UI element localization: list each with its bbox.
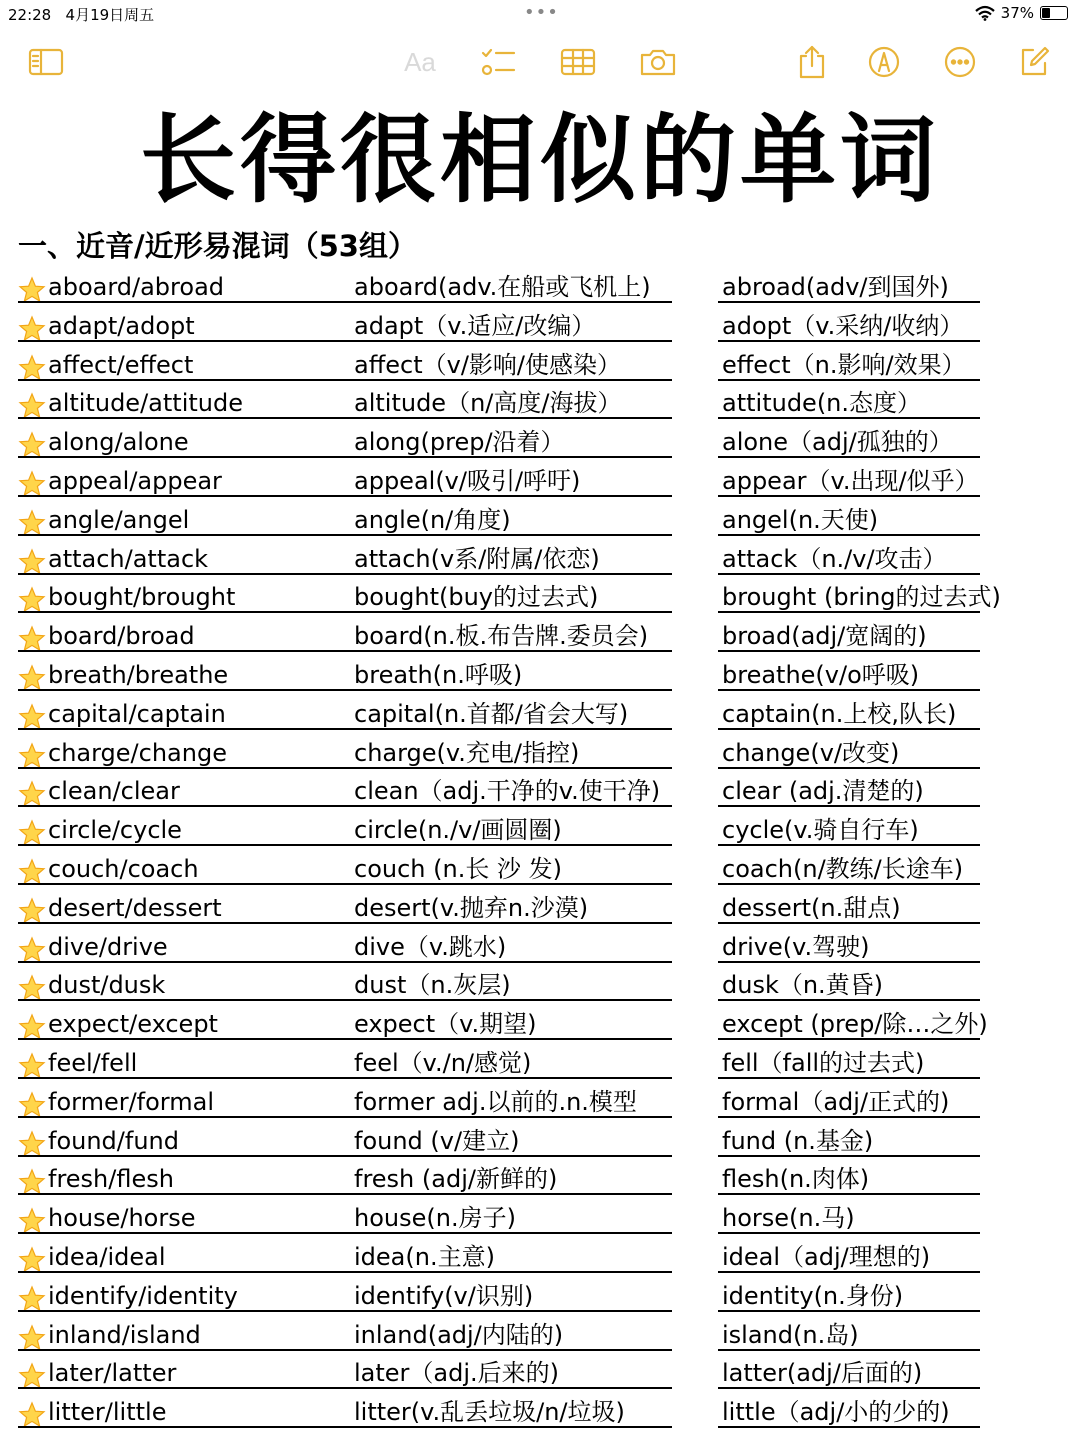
underline-divider <box>718 844 980 846</box>
star-icon <box>18 780 46 808</box>
word-pair: house/horse <box>48 1204 196 1233</box>
word-pair: found/fund <box>48 1126 179 1155</box>
status-bar <box>0 0 1080 28</box>
underline-divider <box>350 1038 672 1040</box>
star-icon <box>18 470 46 498</box>
star-icon <box>18 586 46 614</box>
definition-first: idea(n.主意) <box>354 1242 495 1271</box>
list-item <box>0 889 1080 928</box>
list-item <box>0 462 1080 501</box>
definition-second: formal（adj/正式的) <box>722 1087 950 1116</box>
definition-second: island(n.岛) <box>722 1320 859 1349</box>
definition-first: appeal(v/吸引/呼吁) <box>354 466 581 495</box>
underline-divider <box>18 379 354 381</box>
underline-divider <box>718 1349 980 1351</box>
definition-second: flesh(n.肉体) <box>722 1165 870 1194</box>
underline-divider <box>718 689 980 691</box>
word-list <box>0 268 1080 1432</box>
definition-second: dessert(n.甜点) <box>722 893 901 922</box>
underline-divider <box>18 767 354 769</box>
notes-toolbar <box>0 38 1080 86</box>
underline-divider <box>718 1077 980 1079</box>
section-heading: 一、近音/近形易混词（53组） <box>18 229 417 263</box>
underline-divider <box>350 495 672 497</box>
underline-divider <box>718 456 980 458</box>
definition-first: capital(n.首都/省会大写) <box>354 699 629 728</box>
underline-divider <box>718 1426 980 1428</box>
star-icon <box>18 858 46 886</box>
underline-divider <box>718 961 980 963</box>
star-icon <box>18 1013 46 1041</box>
definition-second: fund (n.基金) <box>722 1126 874 1155</box>
definition-second: alone（adj/孤独的） <box>722 428 953 457</box>
word-pair: along/alone <box>48 428 189 457</box>
star-icon <box>18 819 46 847</box>
underline-divider <box>18 301 354 303</box>
definition-first: found (v/建立) <box>354 1126 520 1155</box>
definition-first: aboard(adv.在船或飞机上) <box>354 273 651 301</box>
definition-second: drive(v.驾驶) <box>722 932 870 961</box>
star-icon <box>18 625 46 653</box>
underline-divider <box>718 379 980 381</box>
underline-divider <box>18 883 354 885</box>
status-date: 4月19日周五 <box>65 6 155 24</box>
underline-divider <box>350 728 672 730</box>
underline-divider <box>350 1193 672 1195</box>
underline-divider <box>18 1349 354 1351</box>
sidebar-icon[interactable] <box>26 44 66 80</box>
definition-second: coach(n/教练/长途车) <box>722 854 964 883</box>
underline-divider <box>350 1387 672 1389</box>
underline-divider <box>350 1155 672 1157</box>
definition-first: attach(v系/附属/依恋) <box>354 544 600 573</box>
word-pair: altitude/attitude <box>48 389 243 418</box>
definition-second: captain(n.上校,队长) <box>722 699 957 728</box>
definition-first: identify(v/识别) <box>354 1281 534 1310</box>
list-item <box>0 811 1080 850</box>
underline-divider <box>350 1077 672 1079</box>
word-pair: idea/ideal <box>48 1242 166 1271</box>
format-text-button[interactable] <box>400 44 440 80</box>
underline-divider <box>18 961 354 963</box>
definition-first: desert(v.抛弃n.沙漠) <box>354 893 589 922</box>
underline-divider <box>350 534 672 536</box>
star-icon <box>18 936 46 964</box>
star-icon <box>18 1401 46 1429</box>
word-pair: clean/clear <box>48 777 180 806</box>
word-pair: dust/dusk <box>48 971 166 1000</box>
multitasking-dots-icon[interactable]: ••• <box>524 2 559 23</box>
underline-divider <box>18 534 354 536</box>
underline-divider <box>18 1387 354 1389</box>
underline-divider <box>18 1271 354 1273</box>
underline-divider <box>718 611 980 613</box>
definition-first: fresh (adj/新鲜的) <box>354 1165 558 1194</box>
definition-first: affect（v/影响/使感染） <box>354 350 621 379</box>
list-item <box>0 540 1080 579</box>
underline-divider <box>18 805 354 807</box>
underline-divider <box>350 883 672 885</box>
star-icon <box>18 1130 46 1158</box>
definition-first: dust（n.灰层) <box>354 971 511 1000</box>
star-icon <box>18 1285 46 1313</box>
word-pair: former/formal <box>48 1087 215 1116</box>
word-pair: aboard/abroad <box>48 273 225 301</box>
underline-divider <box>718 340 980 342</box>
definition-first: altitude（n/高度/海拔） <box>354 389 622 418</box>
list-item <box>0 772 1080 811</box>
underline-divider <box>350 922 672 924</box>
underline-divider <box>18 1038 354 1040</box>
word-pair: litter/little <box>48 1398 167 1427</box>
underline-divider <box>350 301 672 303</box>
definition-second: latter(adj/后面的) <box>722 1359 923 1388</box>
star-icon <box>18 974 46 1002</box>
definition-first: angle(n/角度) <box>354 505 511 534</box>
list-item <box>0 1316 1080 1355</box>
list-item <box>0 656 1080 695</box>
definition-second: horse(n.马) <box>722 1204 855 1233</box>
list-item <box>0 1238 1080 1277</box>
definition-second: broad(adj/宽阔的) <box>722 622 927 651</box>
underline-divider <box>718 1310 980 1312</box>
list-item <box>0 346 1080 385</box>
underline-divider <box>718 1387 980 1389</box>
underline-divider <box>350 456 672 458</box>
underline-divider <box>18 1077 354 1079</box>
word-pair: couch/coach <box>48 854 199 883</box>
definition-second: adopt（v.采纳/收纳） <box>722 311 964 340</box>
underline-divider <box>718 1116 980 1118</box>
underline-divider <box>18 1155 354 1157</box>
word-pair: appeal/appear <box>48 466 222 495</box>
word-pair: desert/dessert <box>48 893 222 922</box>
underline-divider <box>350 767 672 769</box>
definition-first: breath(n.呼吸) <box>354 660 523 689</box>
word-pair: capital/captain <box>48 699 226 728</box>
word-pair: adapt/adopt <box>48 311 195 340</box>
underline-divider <box>18 999 354 1001</box>
underline-divider <box>350 961 672 963</box>
underline-divider <box>18 611 354 613</box>
underline-divider <box>350 1426 672 1428</box>
word-pair: later/latter <box>48 1359 177 1388</box>
star-icon <box>18 664 46 692</box>
definition-second: identity(n.身份) <box>722 1281 904 1310</box>
list-item <box>0 307 1080 346</box>
star-icon <box>18 354 46 382</box>
list-item <box>0 423 1080 462</box>
table-icon[interactable] <box>558 44 598 80</box>
definition-second: clear (adj.清楚的) <box>722 777 924 806</box>
camera-icon[interactable] <box>638 44 678 80</box>
more-icon[interactable] <box>940 44 980 80</box>
list-item <box>0 695 1080 734</box>
list-item <box>0 928 1080 967</box>
underline-divider <box>350 1271 672 1273</box>
definition-second: brought (bring的过去式) <box>722 583 1001 612</box>
definition-second: abroad(adv/到国外) <box>722 273 949 301</box>
underline-divider <box>18 689 354 691</box>
star-icon <box>18 897 46 925</box>
underline-divider <box>718 1155 980 1157</box>
underline-divider <box>350 379 672 381</box>
underline-divider <box>718 534 980 536</box>
list-item <box>0 268 1080 307</box>
star-icon <box>18 1168 46 1196</box>
definition-second: cycle(v.骑自行车) <box>722 816 919 845</box>
list-item <box>0 384 1080 423</box>
underline-divider <box>350 999 672 1001</box>
star-icon <box>18 1207 46 1235</box>
underline-divider <box>718 1232 980 1234</box>
underline-divider <box>18 340 354 342</box>
list-item <box>0 501 1080 540</box>
definition-first: adapt（v.适应/改编） <box>354 311 596 340</box>
definition-first: bought(buy的过去式) <box>354 583 599 612</box>
star-icon <box>18 431 46 459</box>
list-item <box>0 1354 1080 1393</box>
definition-second: little（adj/小的少的) <box>722 1398 950 1427</box>
definition-first: house(n.房子) <box>354 1204 516 1233</box>
underline-divider <box>18 844 354 846</box>
definition-second: effect（n.影响/效果） <box>722 350 966 379</box>
star-icon <box>18 315 46 343</box>
word-pair: attach/attack <box>48 544 209 573</box>
underline-divider <box>718 1271 980 1273</box>
underline-divider <box>350 1349 672 1351</box>
star-icon <box>18 1052 46 1080</box>
definition-second: dusk（n.黄昏) <box>722 971 884 1000</box>
definition-second: appear（v.出现/似乎） <box>722 466 979 495</box>
underline-divider <box>350 573 672 575</box>
list-item <box>0 1160 1080 1199</box>
word-pair: identify/identity <box>48 1281 238 1310</box>
underline-divider <box>718 1193 980 1195</box>
word-pair: bought/brought <box>48 583 236 612</box>
star-icon <box>18 703 46 731</box>
star-icon <box>18 392 46 420</box>
list-item <box>0 617 1080 656</box>
page-title: 长得很相似的单词 <box>140 104 940 216</box>
battery-icon <box>1040 6 1068 20</box>
list-item <box>0 578 1080 617</box>
underline-divider <box>718 650 980 652</box>
definition-second: fell（fall的过去式) <box>722 1048 925 1077</box>
underline-divider <box>350 844 672 846</box>
star-icon <box>18 742 46 770</box>
word-pair: angle/angel <box>48 505 190 534</box>
underline-divider <box>350 689 672 691</box>
battery-fill <box>1042 8 1050 18</box>
underline-divider <box>350 611 672 613</box>
underline-divider <box>18 1232 354 1234</box>
list-item <box>0 1044 1080 1083</box>
definition-first: dive（v.跳水) <box>354 932 507 961</box>
underline-divider <box>350 1310 672 1312</box>
underline-divider <box>718 301 980 303</box>
definition-first: later（adj.后来的) <box>354 1359 560 1388</box>
underline-divider <box>18 573 354 575</box>
list-item <box>0 734 1080 773</box>
list-item <box>0 850 1080 889</box>
status-time: 22:28 <box>8 6 52 24</box>
list-item <box>0 1005 1080 1044</box>
definition-first: former adj.以前的.n.模型 <box>354 1087 637 1116</box>
list-item <box>0 966 1080 1005</box>
compose-icon[interactable] <box>1014 44 1054 80</box>
star-icon <box>18 276 46 304</box>
definition-second: angel(n.天使) <box>722 505 879 534</box>
definition-second: except (prep/除…之外) <box>722 1010 988 1039</box>
battery-percent: 37% <box>1000 4 1034 22</box>
word-pair: affect/effect <box>48 350 194 379</box>
definition-first: expect（v.期望) <box>354 1010 537 1039</box>
star-icon <box>18 1362 46 1390</box>
definition-first: inland(adj/内陆的) <box>354 1320 564 1349</box>
star-icon <box>18 509 46 537</box>
star-icon <box>18 1246 46 1274</box>
word-pair: inland/island <box>48 1320 201 1349</box>
list-item <box>0 1393 1080 1432</box>
underline-divider <box>718 728 980 730</box>
underline-divider <box>718 883 980 885</box>
definition-first: feel（v./n/感觉) <box>354 1048 532 1077</box>
word-pair: board/broad <box>48 622 195 651</box>
underline-divider <box>718 573 980 575</box>
definition-second: attack（n./v/攻击） <box>722 544 947 573</box>
word-pair: circle/cycle <box>48 816 182 845</box>
word-pair: dive/drive <box>48 932 168 961</box>
share-icon[interactable] <box>792 44 832 80</box>
definition-first: clean（adj.干净的v.使干净) <box>354 777 661 806</box>
underline-divider <box>18 728 354 730</box>
definition-first: along(prep/沿着） <box>354 428 565 457</box>
underline-divider <box>350 805 672 807</box>
checklist-icon[interactable] <box>478 44 518 80</box>
list-item <box>0 1277 1080 1316</box>
underline-divider <box>350 340 672 342</box>
underline-divider <box>350 417 672 419</box>
definition-first: board(n.板.布告牌.委员会) <box>354 622 649 651</box>
underline-divider <box>718 417 980 419</box>
underline-divider <box>350 1116 672 1118</box>
underline-divider <box>18 1426 354 1428</box>
definition-first: couch (n.长 沙 发) <box>354 854 562 883</box>
word-pair: charge/change <box>48 738 227 767</box>
wifi-icon <box>975 5 995 21</box>
underline-divider <box>18 1310 354 1312</box>
list-item <box>0 1083 1080 1122</box>
underline-divider <box>350 1232 672 1234</box>
underline-divider <box>718 495 980 497</box>
underline-divider <box>18 922 354 924</box>
definition-first: circle(n./v/画圆圈) <box>354 816 562 845</box>
status-right <box>975 4 1068 22</box>
status-time-date <box>8 4 154 25</box>
underline-divider <box>18 650 354 652</box>
definition-second: breathe(v/o呼吸) <box>722 660 920 689</box>
underline-divider <box>18 417 354 419</box>
definition-first: litter(v.乱丢垃圾/n/垃圾) <box>354 1398 625 1427</box>
underline-divider <box>718 767 980 769</box>
markup-icon[interactable] <box>864 44 904 80</box>
definition-second: attitude(n.态度） <box>722 389 922 418</box>
underline-divider <box>718 999 980 1001</box>
underline-divider <box>718 805 980 807</box>
star-icon <box>18 548 46 576</box>
definition-second: change(v/改变) <box>722 738 900 767</box>
definition-first: charge(v.充电/指控) <box>354 738 580 767</box>
word-pair: breath/breathe <box>48 660 229 689</box>
underline-divider <box>18 495 354 497</box>
underline-divider <box>718 1038 980 1040</box>
star-icon <box>18 1324 46 1352</box>
list-item <box>0 1122 1080 1161</box>
underline-divider <box>718 922 980 924</box>
underline-divider <box>18 1193 354 1195</box>
underline-divider <box>350 650 672 652</box>
list-item <box>0 1199 1080 1238</box>
format-text-label: Aa <box>404 46 436 77</box>
word-pair: fresh/flesh <box>48 1165 174 1194</box>
underline-divider <box>18 1116 354 1118</box>
underline-divider <box>18 456 354 458</box>
star-icon <box>18 1091 46 1119</box>
definition-second: ideal（adj/理想的) <box>722 1242 931 1271</box>
word-pair: expect/except <box>48 1010 218 1039</box>
word-pair: feel/fell <box>48 1048 138 1077</box>
